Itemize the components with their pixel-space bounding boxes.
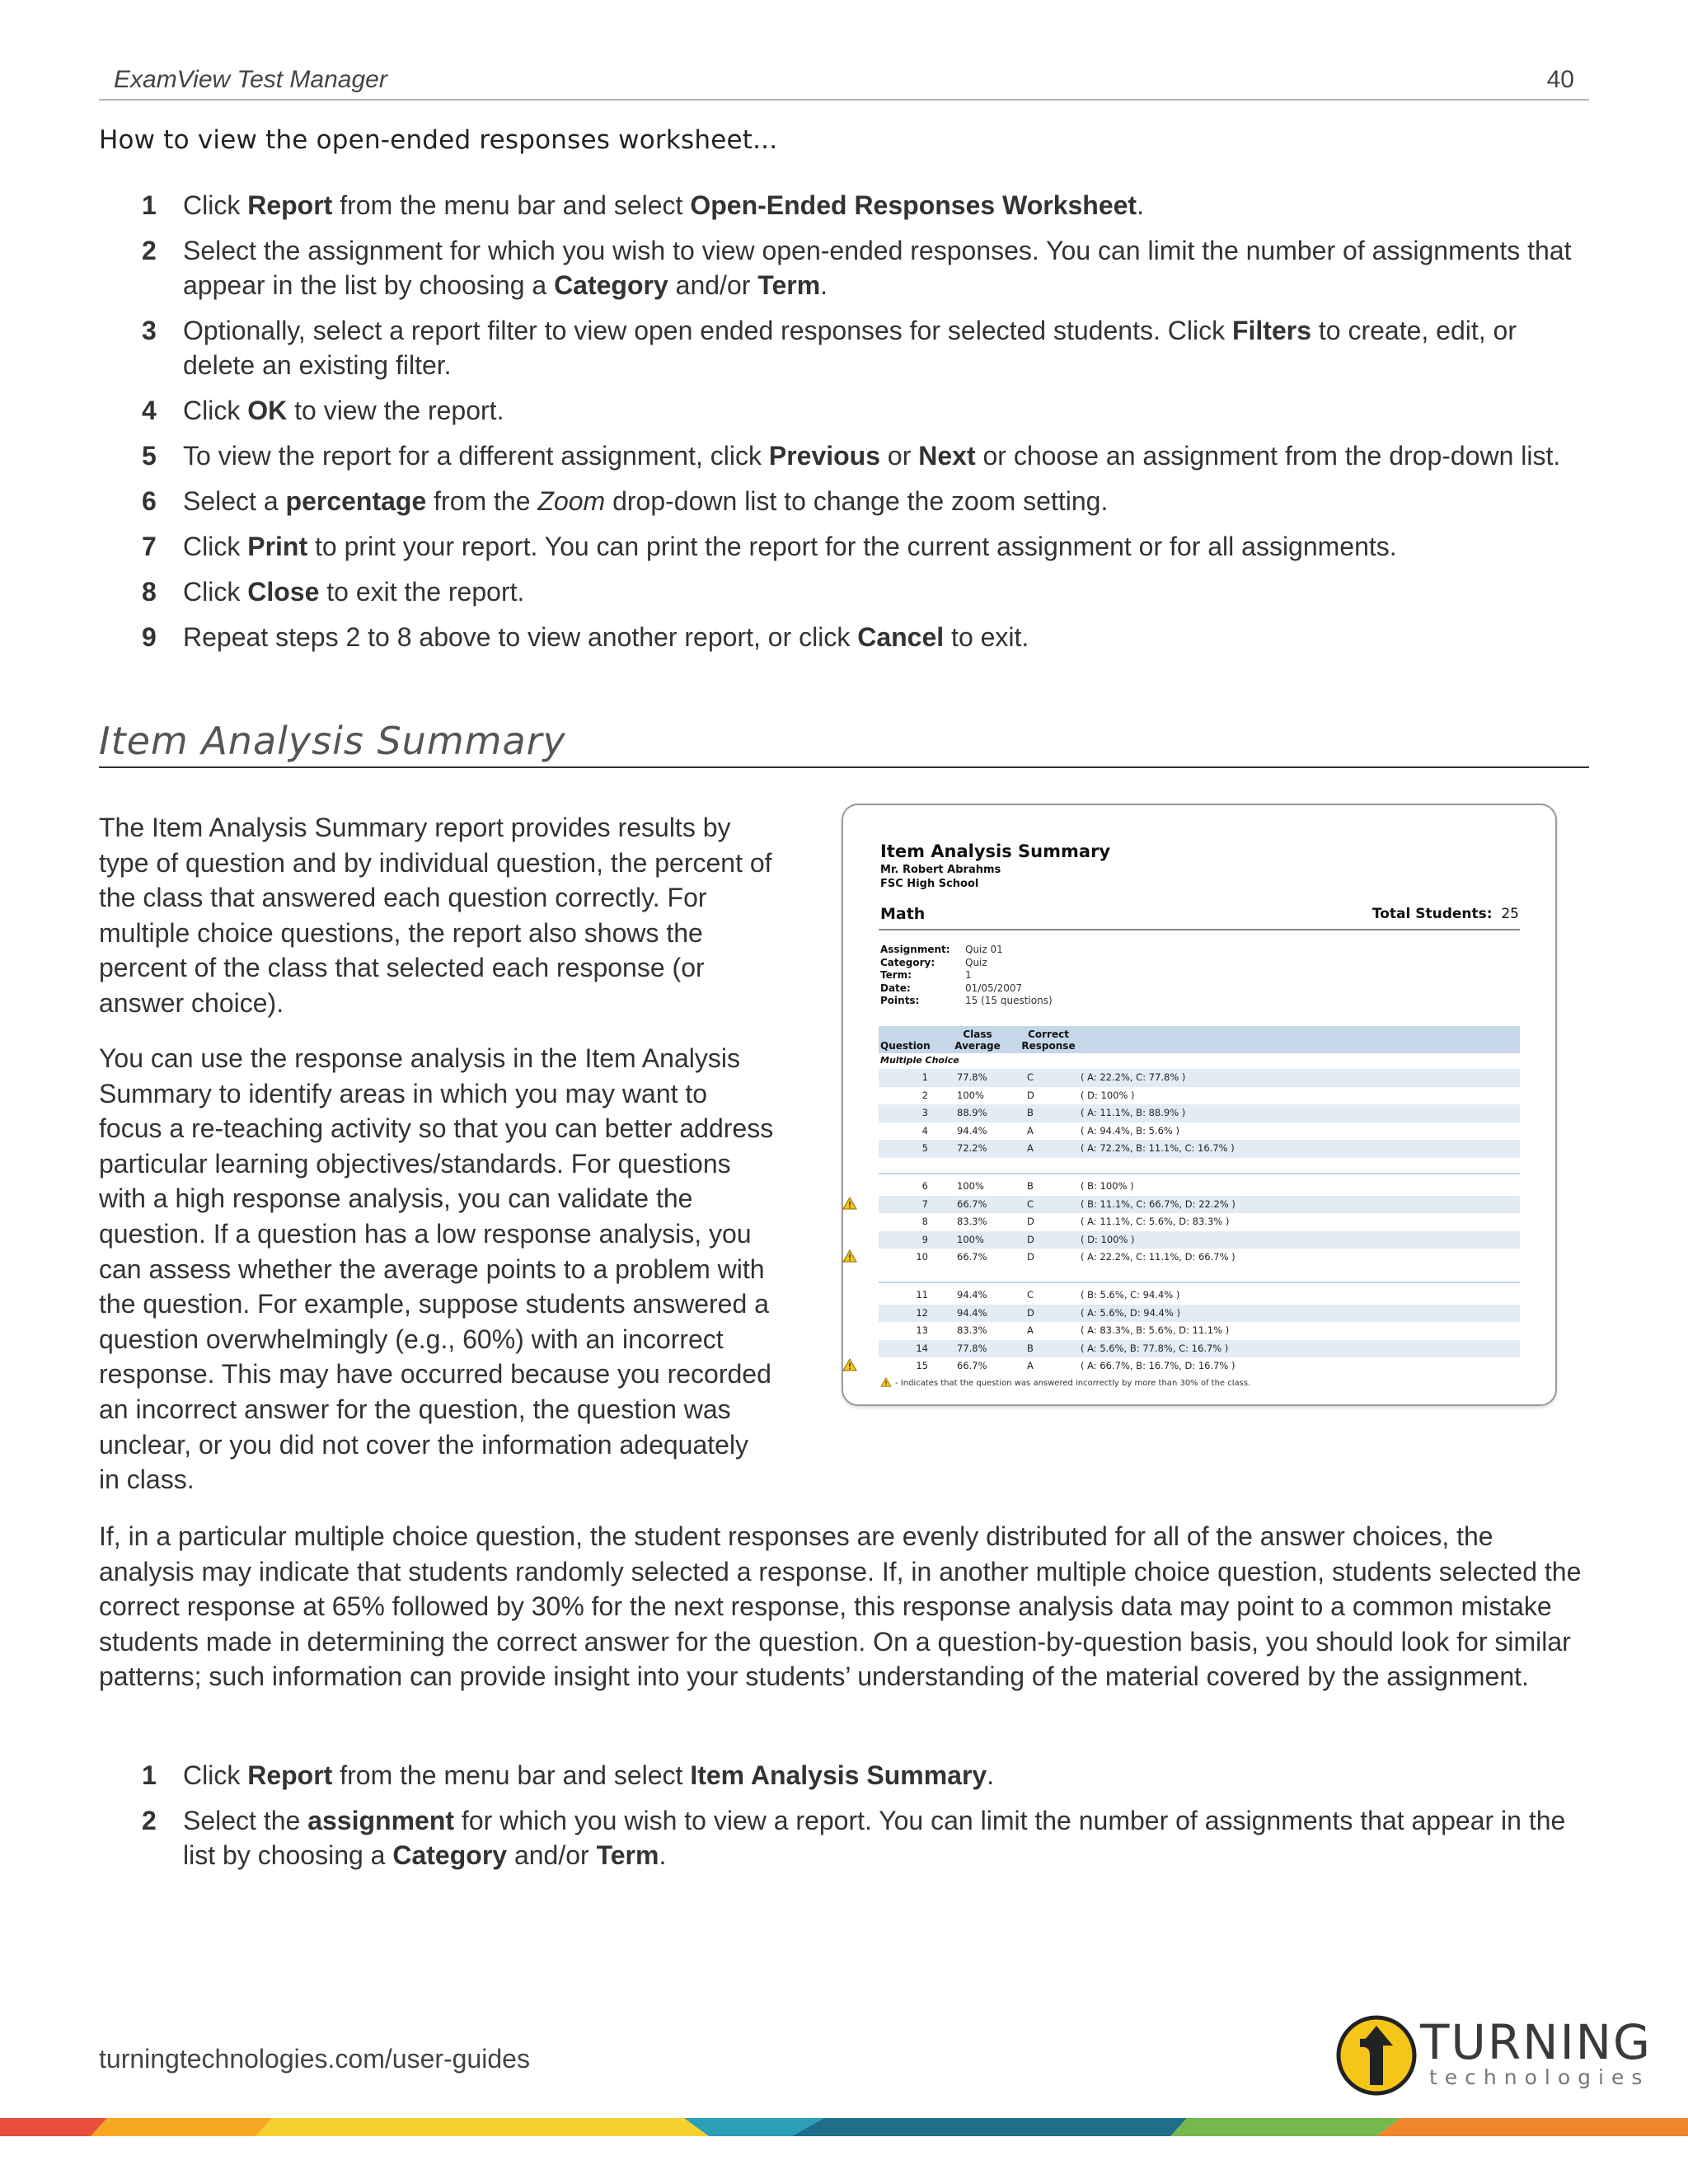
ui-term: Close [247, 577, 320, 607]
step-number: 3 [142, 316, 157, 345]
page-number: 40 [1546, 66, 1574, 93]
correct-response: A [1027, 1324, 1034, 1336]
intro-paragraph: The Item Analysis Summary report provides results by type of question and by individual question, the percent of the class that answered each question correctly. For multiple choice questions, the report also shows the percent of the class that selected each response (or answer choice). [99, 813, 772, 1018]
ui-term: Open-Ended Responses Worksheet [690, 190, 1137, 220]
group-divider [879, 1282, 1520, 1283]
report-table-header [879, 1026, 1520, 1053]
table-row [879, 1122, 1520, 1141]
response-analysis-paragraph: You can use the response analysis in the Item Analysis Summary to identify areas in which you may want to focus a re-teaching activity so that you can better address particular learning objectives/standards. For questions with a high response analysis, you can validate the question. If a question has a low response analysis, you can assess whether the average points to a problem with the question. For example, suppose students answered a question overwhelmingly (e.g., 60%) with an incorrect response. This may have occurred because you recorded an incorrect answer for the question, the question was unclear, or you did not cover the information adequately in class. [99, 1043, 774, 1495]
ui-term: percentage [285, 486, 427, 516]
question-number: 7 [921, 1197, 928, 1210]
table-row [879, 1140, 1520, 1158]
correct-response: D [1027, 1233, 1034, 1245]
class-average: 83.3% [957, 1216, 987, 1227]
total-label: Total Students: [1372, 906, 1493, 922]
step-text: Repeat steps 2 to 8 above to view another report, or click [183, 622, 858, 652]
response-breakdown: ( A: 72.2%, B: 11.1%, C: 16.7% ) [1081, 1142, 1235, 1154]
class-average: 66.7% [957, 1197, 987, 1210]
question-number: 3 [921, 1107, 928, 1118]
question-number: 11 [916, 1289, 928, 1301]
info-value: 01/05/2007 [965, 982, 1023, 994]
step-text: . [820, 270, 828, 300]
table-row [879, 1322, 1520, 1340]
response-breakdown: ( B: 5.6%, C: 94.4% ) [1081, 1289, 1180, 1301]
report-total-students [1372, 906, 1519, 922]
section-title: Item Analysis Summary [99, 719, 1589, 768]
ui-term: Term [757, 270, 821, 300]
info-key: Category: [880, 956, 935, 968]
question-number: 10 [916, 1251, 928, 1263]
question-number: 2 [921, 1089, 928, 1101]
howto-heading: How to view the open-ended responses worksheet... [99, 125, 778, 155]
correct-response: C [1027, 1289, 1034, 1301]
footer-color-stripe [0, 2118, 1688, 2136]
step-text: from the menu bar and select [332, 190, 691, 220]
step-text: to exit. [944, 622, 1029, 652]
stripe-red [0, 2118, 107, 2136]
class-average: 94.4% [957, 1306, 987, 1319]
class-average: 77.8% [957, 1071, 987, 1083]
response-breakdown: ( A: 5.6%, B: 77.8%, C: 16.7% ) [1081, 1342, 1229, 1354]
ui-term: Report [247, 190, 333, 220]
question-number: 1 [921, 1071, 928, 1083]
info-value: 1 [965, 969, 972, 981]
multiple-choice-label: Multiple Choice [880, 1055, 959, 1066]
table-row [879, 1340, 1520, 1358]
info-row [880, 982, 1053, 996]
step-item [99, 484, 1591, 518]
response-breakdown: ( D: 100% ) [1081, 1089, 1135, 1101]
col-question: Question [880, 1040, 931, 1052]
ui-term: assignment [307, 1806, 455, 1835]
response-breakdown: ( A: 66.7%, B: 16.7%, D: 16.7% ) [1081, 1360, 1236, 1371]
response-breakdown: ( A: 11.1%, B: 88.9% ) [1081, 1107, 1186, 1118]
response-breakdown: ( A: 94.4%, B: 5.6% ) [1081, 1124, 1179, 1137]
ui-term: Previous [768, 441, 881, 471]
step-item [99, 1803, 1591, 1872]
step-number: 2 [142, 236, 157, 265]
step-item [99, 313, 1591, 382]
step-text: Select the [183, 1806, 308, 1835]
stripe-green [1170, 2118, 1401, 2136]
footer-url[interactable]: turningtechnologies.com/user-guides [99, 2044, 530, 2074]
step-text: Zoom [537, 486, 606, 516]
col-class-average: Class Average [954, 1029, 1001, 1052]
question-number: 9 [921, 1233, 928, 1245]
stripe-blue [791, 2118, 1187, 2136]
step-text: . [1137, 190, 1144, 220]
step-item [99, 438, 1591, 473]
info-row [880, 957, 1053, 970]
group-divider [879, 1173, 1520, 1174]
open-ended-steps [99, 188, 1591, 665]
step-text: Click [183, 396, 248, 425]
report-school: FSC High School [880, 878, 979, 890]
report-divider [879, 929, 1520, 930]
info-key: Date: [880, 982, 911, 994]
response-breakdown: ( A: 22.2%, C: 11.1%, D: 66.7% ) [1081, 1251, 1236, 1263]
question-number: 13 [916, 1324, 928, 1336]
logo-tagline: technologies [1429, 2065, 1650, 2089]
class-average: 77.8% [957, 1342, 987, 1354]
ui-term: Cancel [857, 622, 945, 652]
table-row [879, 1357, 1520, 1376]
table-row [879, 1305, 1520, 1323]
stripe-orange [91, 2118, 272, 2136]
class-average: 72.2% [957, 1142, 987, 1154]
class-average: 100% [957, 1180, 984, 1192]
response-breakdown: ( A: 22.2%, C: 77.8% ) [1081, 1071, 1186, 1083]
correct-response: B [1027, 1180, 1034, 1192]
col-correct-response: Correct Response [1021, 1029, 1076, 1052]
correct-response: A [1027, 1360, 1034, 1371]
step-text: or choose an assignment from the drop-down list. [975, 441, 1561, 471]
class-average: 88.9% [957, 1107, 987, 1118]
logo-word: TURNING [1420, 2014, 1653, 2070]
footnote-text: - Indicates that the question was answered incorrectly by more than 30% of the class. [895, 1379, 1251, 1388]
step-text: . [659, 1840, 667, 1870]
step-text: from the [426, 486, 538, 516]
info-value: Quiz 01 [965, 944, 1003, 955]
table-row [879, 1231, 1520, 1249]
info-key: Term: [880, 969, 912, 981]
class-average: 83.3% [957, 1324, 987, 1336]
correct-response: D [1027, 1306, 1034, 1319]
step-text: to view the report. [287, 396, 504, 425]
report-row-group [879, 1286, 1520, 1376]
response-breakdown: ( A: 5.6%, D: 94.4% ) [1081, 1306, 1180, 1319]
distribution-paragraph: If, in a particular multiple choice question, the student responses are evenly distributed for all of the answer choices, the analysis may indicate that students randomly selected a response. If, in another multiple choice question, students selected the correct response at 65% followed by 30% for the next response, this response analysis data may point to a common mistake students made in determining the correct answer for the question. On a question-by-question basis, you should look for similar patterns; such information can provide insight into your students’ understanding of the material covered by the assignment. [99, 1521, 1582, 1691]
step-number: 1 [142, 190, 157, 220]
step-item [99, 393, 1591, 428]
report-row-group [879, 1178, 1520, 1267]
table-row [879, 1196, 1520, 1214]
step-text: and/or [668, 270, 758, 300]
table-row [879, 1286, 1520, 1305]
step-number: 5 [142, 441, 157, 471]
response-breakdown: ( B: 100% ) [1081, 1180, 1134, 1192]
step-item [99, 620, 1591, 654]
warning-icon [842, 1197, 857, 1210]
correct-response: C [1027, 1071, 1034, 1083]
class-average: 94.4% [957, 1124, 987, 1137]
ui-term: Next [918, 441, 976, 471]
correct-response: D [1027, 1216, 1034, 1227]
report-info [880, 944, 1053, 1008]
step-text: Optionally, select a report filter to view open ended responses for selected students. Click [183, 316, 1232, 345]
item-analysis-steps [99, 1758, 1591, 1883]
table-row [879, 1104, 1520, 1122]
step-text: for which you wish to view a report. You can limit the number of assignments that appear in the list by choosing a [183, 1806, 1566, 1870]
step-item [99, 1758, 1591, 1793]
table-row [879, 1213, 1520, 1231]
question-number: 4 [921, 1124, 928, 1137]
warning-icon [842, 1249, 857, 1263]
info-key: Points: [880, 995, 920, 1006]
question-number: 5 [921, 1142, 928, 1154]
report-row-group [879, 1069, 1520, 1158]
ui-term: Print [247, 532, 308, 561]
ui-term: Report [247, 1760, 333, 1790]
step-text: to print your report. You can print the report for the current assignment or for all assignments. [307, 532, 1397, 561]
class-average: 100% [957, 1089, 984, 1101]
step-number: 2 [142, 1806, 157, 1835]
table-row [879, 1087, 1520, 1105]
class-average: 66.7% [957, 1251, 987, 1263]
total-value: 25 [1501, 906, 1519, 922]
info-row [880, 969, 1053, 982]
document-title: ExamView Test Manager [114, 66, 387, 93]
correct-response: B [1027, 1342, 1034, 1354]
ui-term: OK [247, 396, 288, 425]
response-breakdown: ( B: 11.1%, C: 66.7%, D: 22.2% ) [1081, 1197, 1236, 1210]
report-subject: Math [880, 905, 926, 923]
ui-term: Item Analysis Summary [690, 1760, 987, 1790]
item-analysis-report-figure [842, 804, 1557, 1406]
turning-technologies-logo [1335, 2014, 1653, 2097]
step-text: or [880, 441, 919, 471]
step-text: and/or [507, 1840, 597, 1870]
correct-response: A [1027, 1142, 1034, 1154]
question-number: 15 [916, 1360, 928, 1371]
step-number: 6 [142, 486, 157, 516]
ui-term: Term [596, 1840, 659, 1870]
question-number: 14 [916, 1342, 928, 1354]
step-text: drop-down list to change the zoom setting. [605, 486, 1109, 516]
step-number: 9 [142, 622, 157, 652]
step-text: . [987, 1760, 995, 1790]
question-number: 8 [921, 1216, 928, 1227]
logo-mark-icon [1335, 2014, 1418, 2097]
question-number: 12 [916, 1306, 928, 1319]
ui-term: Category [554, 270, 668, 300]
warning-icon [880, 1377, 892, 1387]
table-row [879, 1069, 1520, 1087]
step-text: from the menu bar and select [332, 1760, 691, 1790]
step-item [99, 574, 1591, 609]
response-breakdown: ( D: 100% ) [1081, 1233, 1135, 1245]
step-text: To view the report for a different assignment, click [183, 441, 769, 471]
correct-response: A [1027, 1124, 1034, 1137]
response-breakdown: ( A: 11.1%, C: 5.6%, D: 83.3% ) [1081, 1216, 1230, 1227]
warning-icon [842, 1358, 857, 1371]
stripe-yellow [256, 2118, 709, 2136]
ui-term: Filters [1231, 316, 1311, 345]
correct-response: D [1027, 1251, 1034, 1263]
table-row [879, 1178, 1520, 1196]
response-breakdown: ( A: 83.3%, B: 5.6%, D: 11.1% ) [1081, 1324, 1230, 1336]
correct-response: C [1027, 1197, 1034, 1210]
step-text: Click [183, 532, 248, 561]
class-average: 100% [957, 1233, 984, 1245]
step-text: Click [183, 1760, 248, 1790]
step-number: 1 [142, 1760, 157, 1790]
step-text: Click [183, 190, 248, 220]
stripe-orange-right [1376, 2118, 1688, 2136]
info-row [880, 995, 1053, 1008]
info-value: Quiz [965, 956, 987, 968]
correct-response: D [1027, 1089, 1034, 1101]
report-title: Item Analysis Summary [880, 841, 1111, 861]
step-item [99, 529, 1591, 564]
table-row [879, 1249, 1520, 1267]
step-number: 7 [142, 532, 157, 561]
info-value: 15 (15 questions) [965, 995, 1053, 1006]
report-footnote [880, 1377, 1250, 1388]
info-key: Assignment: [880, 944, 950, 955]
step-number: 8 [142, 577, 157, 607]
ui-term: Category [392, 1840, 508, 1870]
step-text: to create, edit, or delete an existing filter. [183, 316, 1517, 380]
info-row [880, 944, 1053, 957]
correct-response: B [1027, 1107, 1034, 1118]
step-text: Select the assignment for which you wish to view open-ended responses. You can limit the number of assignments that appear in the list by choosing a [183, 236, 1572, 300]
step-text: to exit the report. [319, 577, 525, 607]
step-text: Select a [183, 486, 286, 516]
report-teacher: Mr. Robert Abrahms [880, 864, 1001, 876]
step-item [99, 233, 1591, 302]
step-number: 4 [142, 396, 157, 425]
class-average: 66.7% [957, 1360, 987, 1371]
question-number: 6 [921, 1180, 928, 1192]
step-text: Click [183, 577, 248, 607]
class-average: 94.4% [957, 1289, 987, 1301]
running-header [99, 64, 1589, 101]
step-item [99, 188, 1591, 223]
